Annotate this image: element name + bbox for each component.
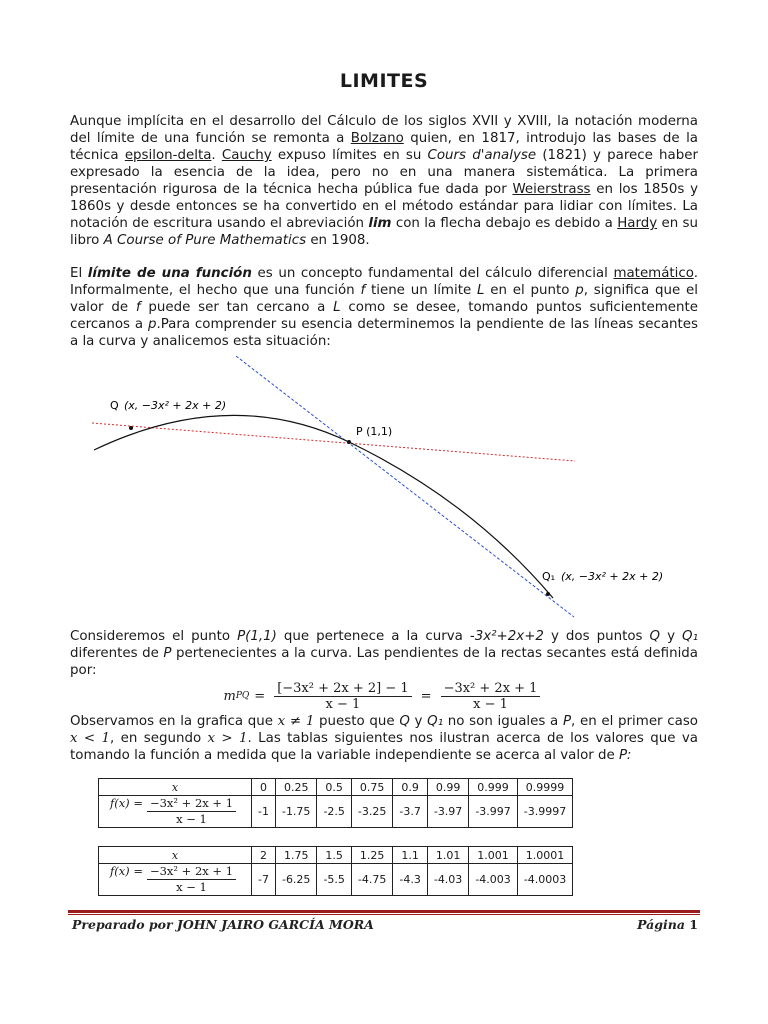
table-cell: 1.0001: [517, 847, 572, 864]
table-row-x: [99, 779, 573, 796]
label-p: P (1,1): [356, 425, 393, 438]
table-cell: -7: [252, 864, 276, 896]
label-q1-expr: (x, −3x² + 2x + 2): [561, 570, 664, 583]
table-cell: 0.75: [351, 779, 392, 796]
table-row-fx: [99, 864, 573, 896]
label-q-expr: (x, −3x² + 2x + 2): [124, 399, 227, 412]
x-label-cell: x: [99, 779, 252, 796]
link-matematico[interactable]: matemático: [613, 266, 694, 281]
link-weierstrass[interactable]: Weierstrass: [512, 182, 591, 197]
table-cell: 1.001: [469, 847, 517, 864]
table-cell: 1.75: [275, 847, 316, 864]
values-table-left: [98, 778, 573, 828]
points-paragraph: Consideremos el punto P(1,1) que pertenece a la curva -3x²+2x+2 y dos puntos Q y Q₁ diferentes de P pertenecientes a la curva. Las pendientes de la rectas secantes está definida por:: [70, 629, 698, 678]
table-cell: 0.999: [469, 779, 517, 796]
table-cell: 0.9: [393, 779, 427, 796]
label-q1: Q₁: [542, 570, 556, 583]
footer-rule-thin: [68, 914, 700, 915]
table-cell: 1.01: [427, 847, 468, 864]
definition-paragraph: El límite de una función es un concepto fundamental del cálculo diferencial matemático. Informalmente, el hecho que una función f tiene un límite L en el punto p, significa que el valor de f puede ser tan cercano a L como se desee, tomando puntos suficientemente cercanos a p.Para comprender su esencia determinemos la pendiente de las líneas secantes a la curva y analicemos esta situación:: [70, 266, 698, 349]
values-table-right: [98, 846, 573, 896]
table-cell: -4.03: [427, 864, 468, 896]
footer-author: Preparado por JOHN JAIRO GARCÍA MORA: [72, 917, 374, 932]
table-cell: -3.997: [469, 796, 517, 828]
secant-line-blue: [236, 356, 574, 617]
table-cell: 1.5: [317, 847, 351, 864]
table-cell: -4.75: [351, 864, 392, 896]
table-cell: -3.7: [393, 796, 427, 828]
table-row-fx: [99, 796, 573, 828]
observation-paragraph: Observamos en la grafica que x ≠ 1 puesto que Q y Q₁ no son iguales a P, en el primer caso x < 1, en segundo x > 1. Las tablas siguientes nos ilustran acerca de los valores que va tomando la función a medida que la variable independiente se acerca al valor de P:: [70, 714, 698, 763]
link-bolzano[interactable]: Bolzano: [350, 131, 404, 146]
fx-label-cell: f(x) = $\frac{\text{−3x² + 2x + 1}}{x - 1}$: [99, 796, 252, 828]
table-cell: -4.3: [393, 864, 427, 896]
table-row-x: [99, 847, 573, 864]
footer-rule: [68, 910, 700, 913]
table-cell: 1.1: [393, 847, 427, 864]
link-cauchy[interactable]: Cauchy: [221, 148, 272, 163]
table-cell: -3.25: [351, 796, 392, 828]
link-epsilon-delta[interactable]: epsilon-delta: [124, 148, 212, 163]
table-cell: 0.99: [427, 779, 468, 796]
secant-line-red: [92, 423, 575, 461]
table-cell: 2: [252, 847, 276, 864]
x-label-cell: x: [99, 847, 252, 864]
table-cell: -2.5: [317, 796, 351, 828]
table-cell: -5.5: [317, 864, 351, 896]
fx-label-cell: f(x) = $\frac{\text{−3x² + 2x + 1}}{x - 1}$: [99, 864, 252, 896]
table-cell: -6.25: [275, 864, 316, 896]
parabola-curve: [94, 415, 556, 598]
label-q: Q: [110, 399, 119, 412]
table-cell: 1.25: [351, 847, 392, 864]
table-cell: 0.5: [317, 779, 351, 796]
page-title: LIMITES: [339, 70, 429, 92]
table-cell: -4.003: [469, 864, 517, 896]
table-cell: -4.0003: [517, 864, 572, 896]
link-hardy[interactable]: Hardy: [617, 216, 658, 231]
table-cell: 0.25: [275, 779, 316, 796]
point-q: [129, 426, 133, 430]
intro-paragraph: Aunque implícita en el desarrollo del Cálculo de los siglos XVII y XVIII, la notación moderna del límite de una función se remonta a Bolzano quien, en 1817, introdujo las bases de la técnica epsilon-delta. Cauchy expuso límites en su Cours d'analyse (1821) y parece haber expresado la esencia de la idea, pero no en una manera sistemática. La primera presentación rigurosa de la técnica hecha pública fue dada por Weierstrass en los 1850s y 1860s y desde entonces se ha convertido en el método estándar para lidiar con límites. La notación de escritura usando el abreviación lim con la flecha debajo es debido a Hardy en su libro A Course of Pure Mathematics en 1908.: [70, 114, 699, 248]
table-cell: 0.9999: [517, 779, 572, 796]
table-cell: -3.97: [427, 796, 468, 828]
secant-graph: [0, 350, 768, 630]
table-cell: -1: [252, 796, 276, 828]
footer-page: Página 1: [637, 917, 698, 932]
table-cell: -3.9997: [517, 796, 572, 828]
table-cell: 0: [252, 779, 276, 796]
point-q1: [546, 592, 550, 596]
point-p: [347, 440, 351, 444]
table-cell: -1.75: [275, 796, 316, 828]
slope-formula: m PQ = $\frac{\text{[−3x² + 2x + 2] − 1}}{x - 1}$ = $\frac{\text{−3x² + 2x + 1}}{x - 1}$: [70, 678, 698, 714]
